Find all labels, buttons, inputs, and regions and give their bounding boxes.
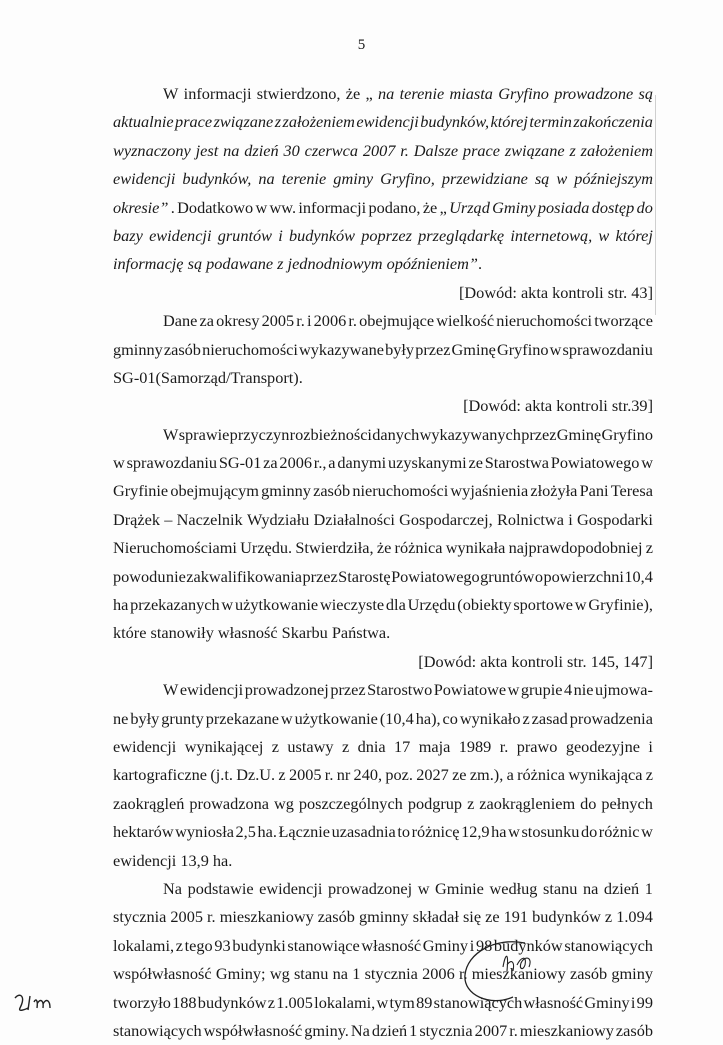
text-line: ne były grunty przekazane w użytkowanie (10,4 ha), co wynikało z zasad prowadzenia (113, 708, 653, 728)
text-line: W informacji stwierdzono, że „ na terenie miasta Gryfino prowadzone są (163, 84, 653, 103)
text-line: SG-01(Samorząd/Transport). (113, 367, 303, 387)
text-line: w sprawozdaniu SG-01 za 2006 r., a danymi uzyskanymi ze Starostwa Powiatowego w (113, 453, 653, 473)
text-line: które stanowiły własność Skarbu Państwa. (113, 623, 391, 643)
text-line: okresie” . Dodatkowo w ww. informacji podano, że „ Urząd Gminy posiada dostęp do (113, 197, 653, 217)
text-line: Dane za okresy 2005 r. i 2006 r. obejmujące wielkość nieruchomości tworzące (163, 311, 653, 331)
text-line: ewidencji 13,9 ha. (113, 850, 233, 870)
text-line: aktualnie prace związane z założeniem ewidencji budynków, której termin zakończenia (113, 112, 653, 132)
text-line: [Dowód: akta kontroli str. 43] (459, 282, 653, 302)
text-line: informację są podawane z jednodniowym opóźnieniem”. (113, 254, 483, 274)
text-line: ewidencji wynikającej z ustawy z dnia 17 maja 1989 r. prawo geodezyjne i (113, 736, 653, 756)
text-line: Nieruchomościami Urzędu. Stwierdziła, że różnica wynikała najprawdopodobniej z (113, 538, 653, 558)
text-line: Drążek – Naczelnik Wydziału Działalności Gospodarczej, Rolnictwa i Gospodarki (113, 509, 653, 529)
text-line: bazy ewidencji gruntów i budynków poprzez przeglądarkę internetową, w której (113, 225, 653, 245)
text-line: Gryfinie obejmującym gminny zasób nieruchomości wyjaśnienia złożyła Pani Teresa (113, 481, 653, 501)
document-body (113, 80, 653, 1045)
text-line: stycznia 2005 r. mieszkaniowy zasób gminny składał się ze 191 budynków z 1.094 (113, 907, 653, 927)
text-line: ha przekazanych w użytkowanie wieczyste dla Urzędu (obiekty sportowe w Gryfinie), (113, 595, 653, 615)
signature-initials-right (455, 935, 565, 1005)
text-line: Na podstawie ewidencji prowadzonej w Gminie według stanu na dzień 1 (163, 878, 653, 898)
text-line: współwłasność Gminy; wg stanu na 1 stycznia 2006 r. mieszkaniowy zasób gminy (113, 964, 653, 984)
text-line: W sprawie przyczyn rozbieżności danych wykazywanych przez Gminę Gryfino (163, 424, 653, 444)
text-line: tworzyło 188 budynków z 1.005 lokalami, w tym 89 stanowiących własność Gminy i 99 (113, 992, 653, 1012)
text-line: W ewidencji prowadzonej przez Starostwo Powiatowe w grupie 4 nie ujmowa- (163, 680, 653, 700)
signature-initials-left (10, 988, 70, 1018)
text-line: [Dowód: akta kontroli str. 145, 147] (418, 651, 653, 671)
text-line: kartograficzne (j.t. Dz.U. z 2005 r. nr 240, poz. 2027 ze zm.), a różnica wynikająca z (113, 765, 653, 785)
text-line: powodu nie zakwalifikowania przez Starostę Powiatowego gruntów o powierzchni 10,4 (113, 566, 653, 586)
text-line: zaokrągleń prowadzona wg poszczególnych podgrup z zaokrągleniem do pełnych (113, 793, 653, 813)
page-number: 5 (357, 37, 366, 53)
text-line: hektarów wyniosła 2,5 ha. Łącznie uzasadnia to różnicę 12,9 ha w stosunku do różnic w (113, 822, 653, 842)
text-line: gminny zasób nieruchomości wykazywane były przez Gminę Gryfino w sprawozdaniu (113, 339, 653, 359)
text-line: lokalami, z tego 93 budynki stanowiące własność Gminy i 98 budynków stanowiących (113, 935, 653, 955)
text-line: stanowiących współwłasność gminy. Na dzień 1 stycznia 2007 r. mieszkaniowy zasób (113, 1020, 653, 1040)
text-line: ewidencji budynków, na terenie gminy Gryfino, przewidziane są w późniejszym (113, 169, 653, 189)
text-line: [Dowód: akta kontroli str.39] (463, 396, 653, 416)
text-line: wyznaczony jest na dzień 30 czerwca 2007 r. Dalsze prace związane z założeniem (113, 140, 653, 160)
scan-margin-line (655, 95, 656, 315)
